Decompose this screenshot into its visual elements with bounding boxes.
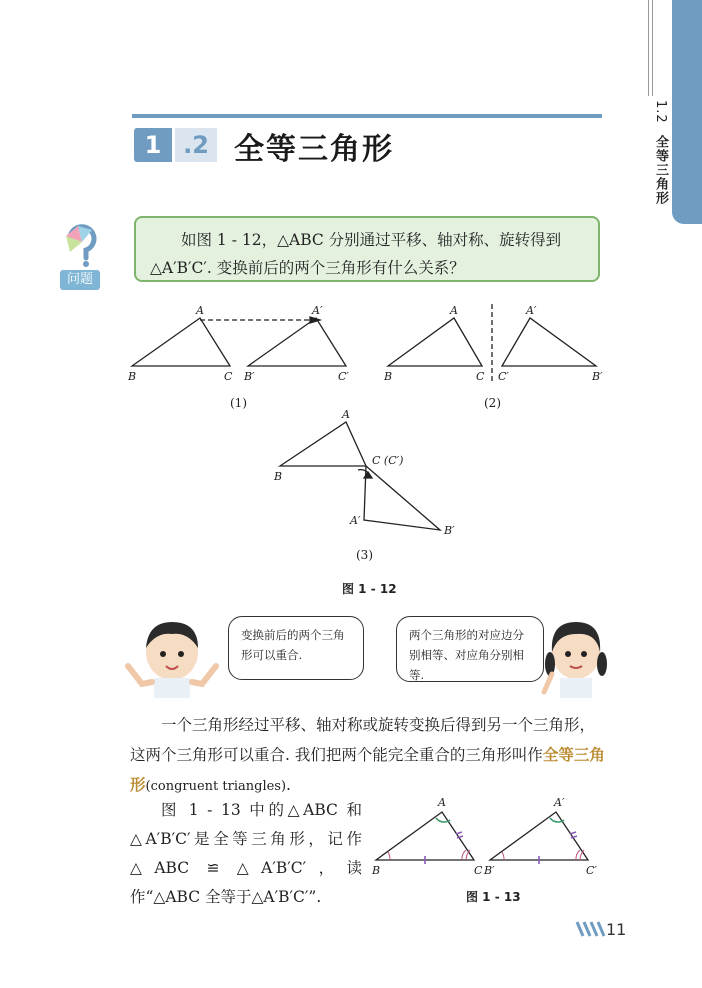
subfigure-label: (1) [230, 396, 247, 410]
figure-1-12-top [120, 300, 620, 420]
vertex-label: A′ [526, 304, 537, 317]
girl-avatar [540, 612, 610, 698]
figure-caption: 图 1 - 12 [342, 582, 397, 596]
question-label: 问题 [60, 270, 100, 290]
vertex-label: A′ [554, 796, 565, 809]
term-highlight: 全等三角形 [130, 745, 605, 794]
girl-speech-bubble [396, 616, 544, 682]
figure-1-13 [370, 792, 610, 884]
question-text: 如图 1 - 12，△ABC 分别通过平移、轴对称、旋转得到△A′B′C′. 变换前后的两个三角形有什么关系？ [150, 231, 562, 277]
page-title: 全等三角形 [234, 132, 394, 167]
notation-paragraph [130, 796, 362, 912]
vertex-label: C′ [586, 864, 597, 877]
vertex-label: C′ [498, 370, 509, 383]
girl-speech-text: 两个三角形的对应边分别相等、对应角分别相等. [409, 628, 524, 682]
question-box [134, 216, 600, 282]
vertex-label: C [476, 370, 485, 383]
figure-caption: 图 1 - 13 [466, 890, 521, 904]
vertex-label: B [384, 370, 393, 383]
notation-text: 图 1 - 13 中的△ABC 和△A′B′C′是全等三角形，记作△ABC ≌ △A′B′C′，读 作“△ABC 全等于△A′B′C′”. [130, 801, 362, 906]
question-icon [56, 216, 106, 272]
subfigure-label: (2) [484, 396, 501, 410]
page-stripes-icon [575, 920, 605, 938]
vertex-label: A [342, 408, 350, 421]
boy-speech-bubble [228, 616, 364, 680]
reflection-triangles [388, 304, 596, 384]
vertex-label: C [224, 370, 233, 383]
vertex-label: C (C′) [372, 454, 404, 467]
vertex-label: C′ [338, 370, 349, 383]
vertex-label: B [372, 864, 381, 877]
vertex-label: B′ [444, 524, 455, 537]
section-number-major: 1 [134, 128, 172, 162]
vertex-label: A′ [312, 304, 323, 317]
header-rule [132, 114, 602, 118]
vertex-label: A [196, 304, 204, 317]
definition-paragraph [130, 710, 606, 802]
side-rule [648, 0, 649, 96]
boy-avatar [122, 612, 222, 698]
side-section-title: 全等三角形 [653, 134, 668, 205]
translation-triangles [132, 317, 346, 366]
section-number-minor: .2 [175, 128, 217, 162]
section-badge [134, 128, 217, 162]
vertex-label: A [438, 796, 446, 809]
chapter-side-tab [672, 0, 702, 224]
side-heading [644, 100, 670, 205]
vertex-label: A′ [350, 514, 361, 527]
boy-speech-text: 变换前后的两个三角形可以重合. [241, 628, 345, 662]
vertex-label: A [450, 304, 458, 317]
definition-end: . [286, 776, 291, 794]
vertex-label: B′ [592, 370, 603, 383]
side-rule [652, 0, 653, 96]
figure-1-12-rotation [260, 408, 480, 538]
definition-text: 一个三角形经过平移、轴对称或旋转变换后得到另一个三角形，这两个三角形可以重合. 我们把两个能完全重合的三角形叫作 [130, 716, 596, 764]
subfigure-label: (3) [356, 548, 373, 562]
vertex-label: B [128, 370, 137, 383]
page-number: 11 [606, 920, 627, 939]
side-section-number: 1.2 [653, 100, 668, 124]
vertex-label: B′ [484, 864, 495, 877]
vertex-label: B′ [244, 370, 255, 383]
vertex-label: B [274, 470, 283, 483]
vertex-label: C [474, 864, 483, 877]
term-english: (congruent triangles) [145, 779, 287, 794]
